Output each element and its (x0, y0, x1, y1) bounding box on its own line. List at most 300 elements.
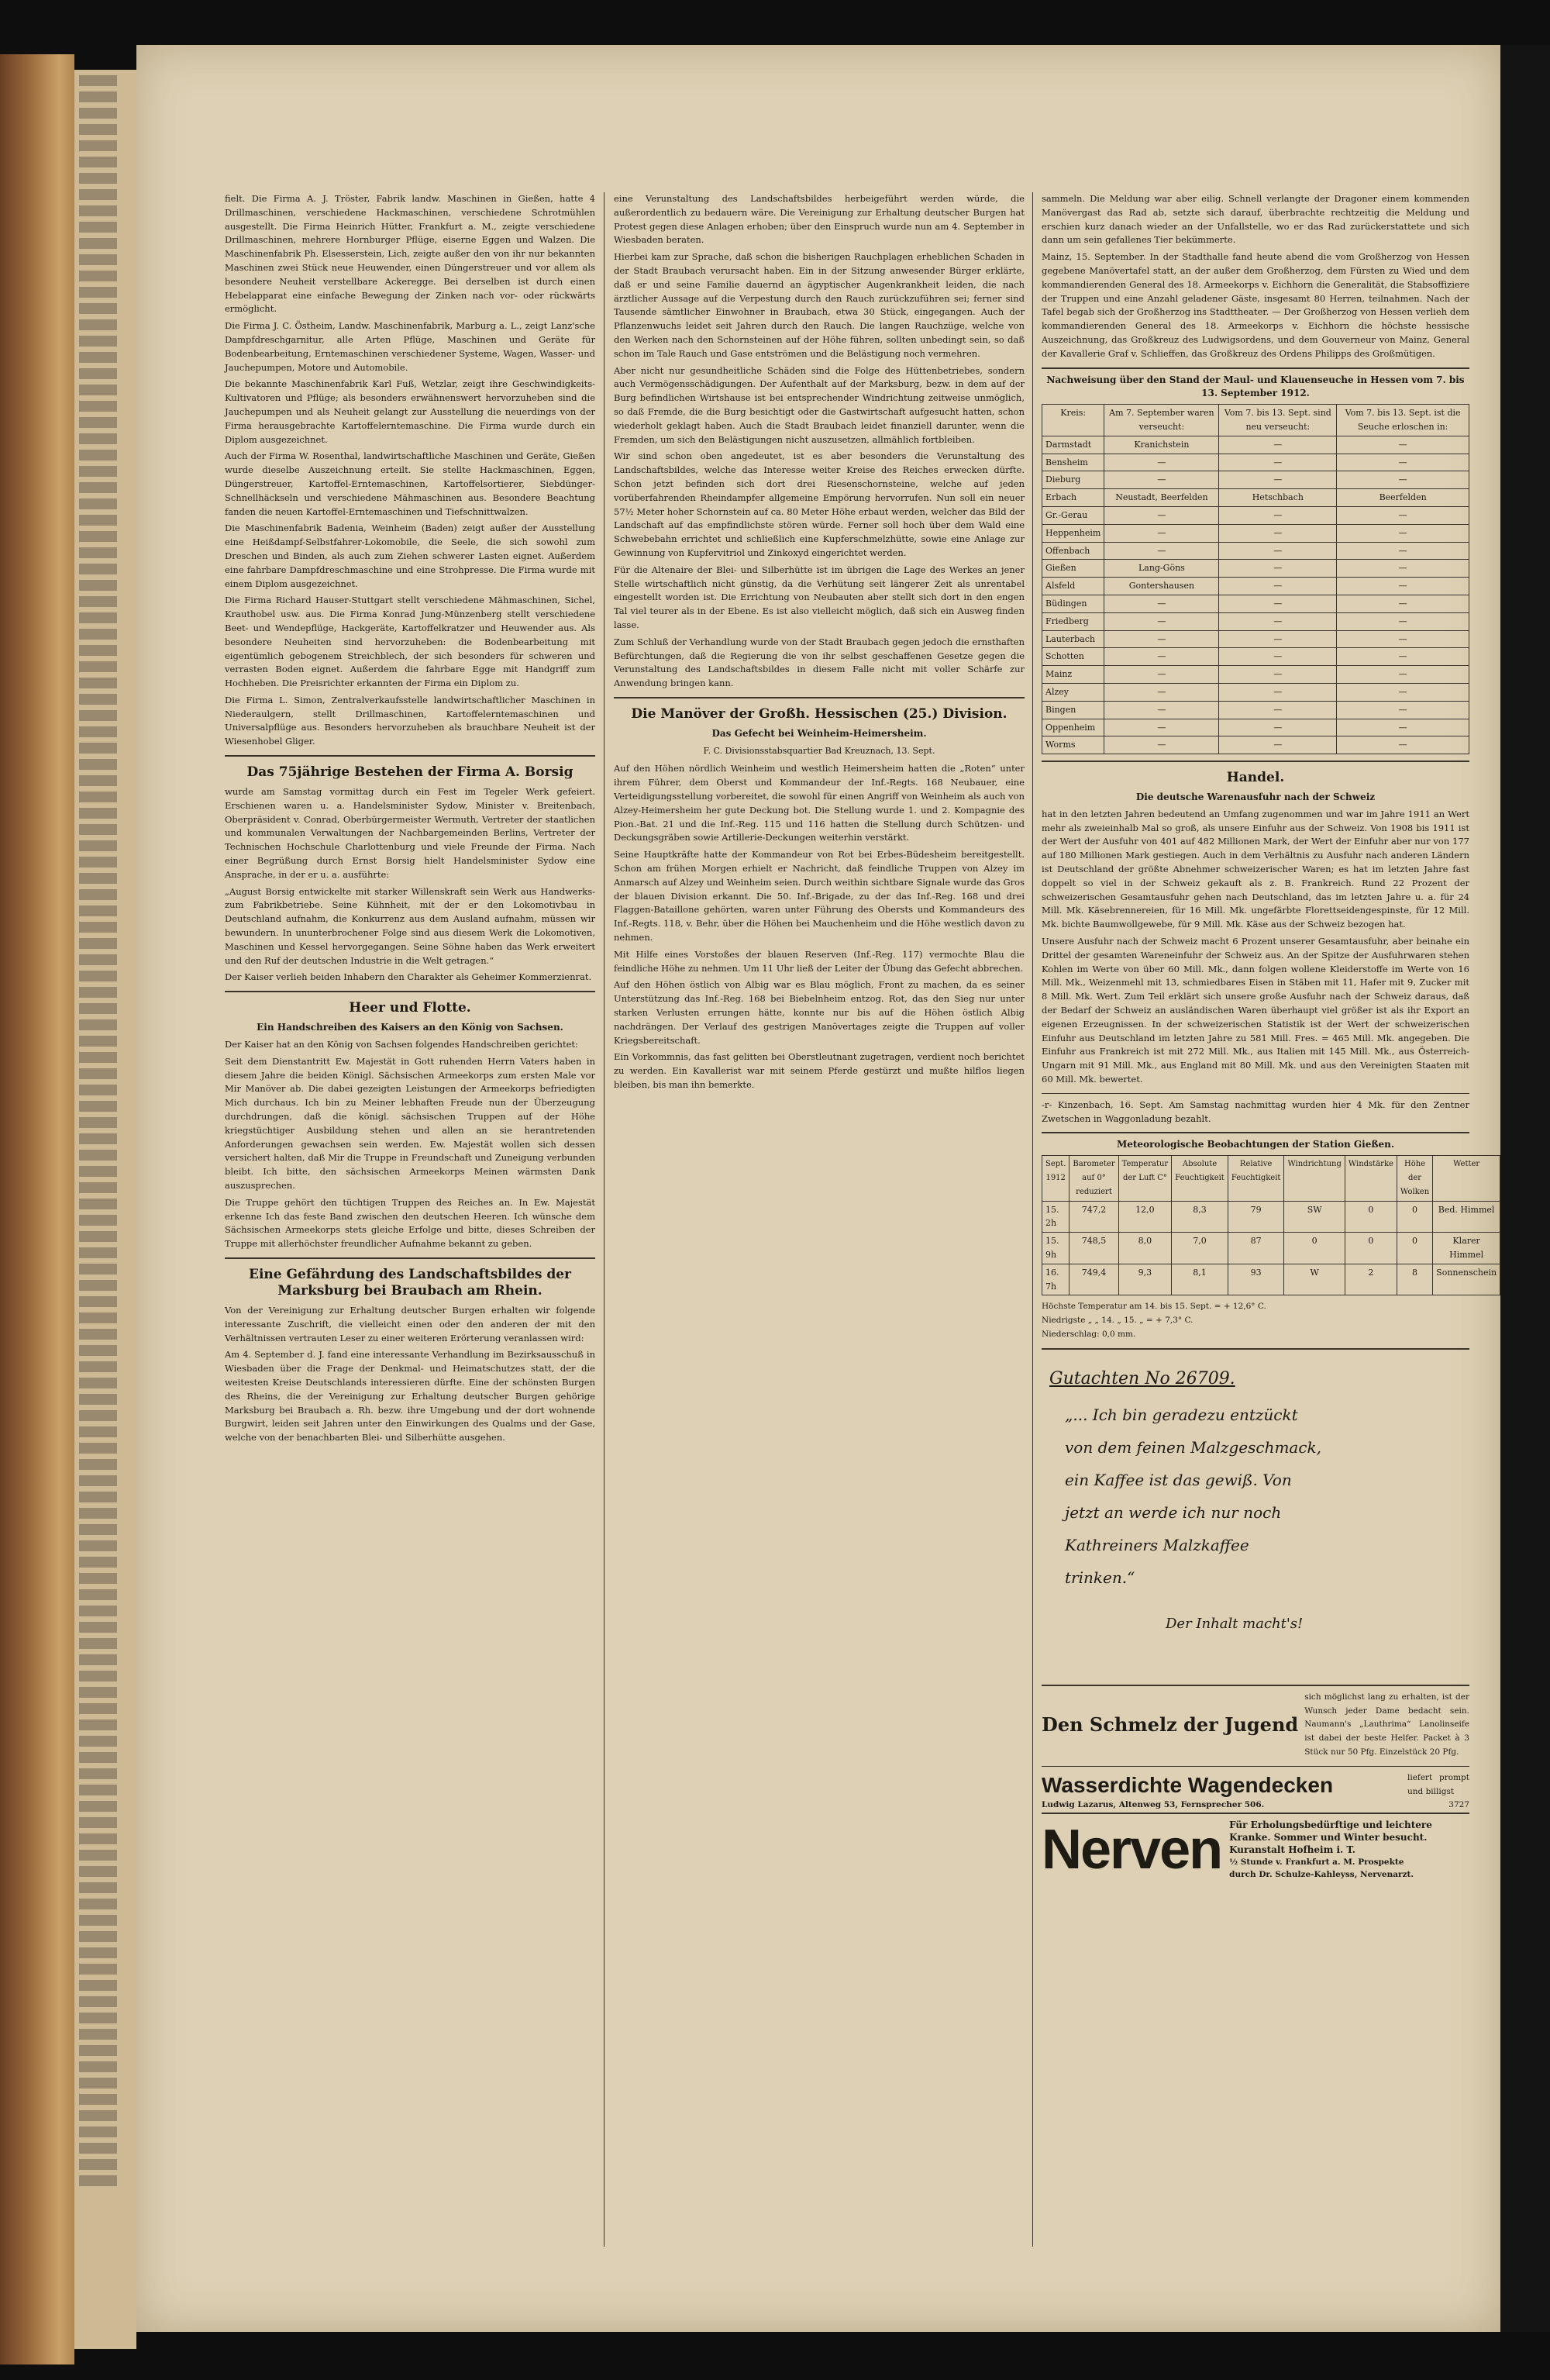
table-cell: — (1219, 542, 1337, 560)
table-cell: Beerfelden (1337, 489, 1469, 507)
table-cell: — (1337, 578, 1469, 595)
ad-wagen-line: Ludwig Lazarus, Altenweg 53, Fernsprecher 506. (1042, 1800, 1265, 1810)
edge-text-line (79, 1199, 133, 1209)
edge-text-line (79, 792, 133, 802)
ad-nerven-big: Nerven (1042, 1819, 1222, 1882)
column-header: Höhe der Wolken (1397, 1156, 1432, 1201)
ad-schmelz-text: sich möglichst lang zu erhalten, ist der Wunsch jeder Dame bedacht sein. Naumann's „Lauthrima“ Lanolinseife ist dabei der beste Helfer. Packet à 3 Stück nur 50 Pfg. Einzelstück 20 Pfg. (1304, 1692, 1469, 1757)
table-cell: Sonnenschein (1433, 1264, 1500, 1295)
edge-text-line (79, 1508, 133, 1519)
table-cell: Lang-Göns (1104, 560, 1219, 578)
table-cell: Bingen (1042, 701, 1104, 719)
headline-heer-flotte: Heer und Flotte. (349, 1000, 471, 1016)
article-para: Ein Vorkommnis, das fast gelitten bei Oberstleutnant zugetragen, verdient noch berichtet zu werden. Ein Kavallerist war mit seinem Pferde gestürzt und mußte hilflos liegen bleiben, bis man ihn bemerkte. (614, 1051, 1025, 1091)
edge-text-line (79, 629, 133, 640)
article-para: Unsere Ausfuhr nach der Schweiz macht 6 Prozent unserer Gesamtausfuhr, aber beinahe ein Drittel der gesamten Wareneinfuhr der Schweiz aus. An der Spitze der Ausfuhrwaren stehen Kohlen im Werte von über 60 Mill. Mk., dann folgen wollene Kleiderstoffe im Werte von 16 Mill. Mk., Weizenmehl mit 13, schmiedbares Eisen in Stäben mit 11, Hafer mit 9, Zucker mit 8 Mill. Mk. Wert. Zum Teil erklärt sich unsere große Ausfuhr nach der Schweiz daraus, daß der Bedarf der Schweiz an ausländischen Waren überhaupt viel größer ist als ihr Export an eigenen Erzeugnissen. In der schweizerischen Statistik ist der Wert der schweizerischen Einfuhr aus Deutschland im letzten Jahre zu 581 Mill. Fres. = 465 Mill. Mk. angegeben. Die Einfuhr aus Frankreich ist mit 272 Mill. Mk., aus Italien mit 145 Mill. Mk., aus Österreich-Ungarn mit 91 Mill. Mk., aus England mit 80 Mill. Mk. und aus den Vereinigten Staaten mit 60 Mill. Mk. bewertet. (1042, 936, 1469, 1085)
table-cell: 16. 7h (1042, 1264, 1070, 1295)
edge-text-line (79, 1622, 133, 1633)
edge-text-line (79, 401, 133, 412)
previous-page-edge (74, 70, 136, 2349)
table-header-row (1042, 405, 1469, 436)
divider (614, 697, 1025, 698)
ad-nerven-line: Kranke. Sommer und Winter besucht. (1229, 1832, 1428, 1844)
table-cell: 747,2 (1070, 1201, 1118, 1233)
edge-text-line (79, 564, 133, 574)
edge-text-line (79, 1426, 133, 1437)
gutachten-line: von dem feinen Malzgeschmack, (1065, 1437, 1322, 1457)
divider (1042, 367, 1469, 369)
edge-text-line (79, 678, 133, 688)
table-cell: Darmstadt (1042, 436, 1104, 454)
table-row (1042, 701, 1469, 719)
table-cell: — (1219, 524, 1337, 542)
table-cell: Neustadt, Beerfelden (1104, 489, 1219, 507)
edge-text-line (79, 954, 133, 965)
table-cell: SW (1284, 1201, 1345, 1233)
edge-text-line (79, 1638, 133, 1649)
ad-schmelz (1042, 1691, 1469, 1760)
table-cell: 87 (1228, 1233, 1284, 1264)
table-row (1042, 736, 1469, 754)
edge-text-line (79, 1182, 133, 1193)
edge-text-line (79, 580, 133, 591)
table-row (1042, 542, 1469, 560)
edge-text-line (79, 1801, 133, 1812)
edge-text-line (79, 759, 133, 770)
edge-text-line (79, 1573, 133, 1584)
divider (1042, 1685, 1469, 1686)
table-cell: Hetschbach (1219, 489, 1337, 507)
meteo-note: Niedrigste „ „ 14. „ 15. „ = + 7,3° C. (1042, 1316, 1194, 1326)
table-cell: — (1337, 666, 1469, 684)
table-cell: Bensheim (1042, 454, 1104, 471)
table-cell: — (1219, 454, 1337, 471)
article-para: Der Kaiser verlieh beiden Inhabern den Charakter als Geheimer Kommerzienrat. (225, 971, 592, 983)
edge-text-line (79, 612, 133, 623)
edge-text-line (79, 1052, 133, 1063)
gutachten-line: Kathreiners Malzkaffee (1065, 1535, 1249, 1554)
edge-text-line (79, 205, 133, 216)
edge-text-line (79, 319, 133, 330)
divider (1042, 1093, 1469, 1094)
edge-text-line (79, 824, 133, 835)
table-cell: — (1337, 454, 1469, 471)
table-header-row (1042, 1156, 1500, 1201)
table-cell: Gr.-Gerau (1042, 506, 1104, 524)
column-header: Temperatur der Luft C° (1118, 1156, 1172, 1201)
edge-text-line (79, 2143, 133, 2154)
edge-text-line (79, 1068, 133, 1079)
table-cell: Friedberg (1042, 612, 1104, 630)
table-cell: — (1219, 560, 1337, 578)
edge-text-line (79, 1817, 133, 1828)
edge-text-line (79, 743, 133, 754)
edge-text-line (79, 450, 133, 460)
edge-text-line (79, 1882, 133, 1893)
article-para: eine Verunstaltung des Landschaftsbildes herbeigeführt werden würde, die außerordentlich zu bedauern wäre. Die Vereinigung zur Erhaltung deutscher Burgen hat Protest gegen diese Anlagen erhoben; über den Einspruch wurde nun am 4. September in Wiesbaden beraten. (614, 193, 1025, 246)
edge-text-line (79, 254, 133, 265)
table-cell: — (1337, 436, 1469, 454)
table-cell: Oppenheim (1042, 719, 1104, 736)
table-cell: — (1104, 612, 1219, 630)
edge-text-line (79, 2159, 133, 2170)
table-row (1042, 454, 1469, 471)
edge-text-line (79, 1524, 133, 1535)
column-header: Am 7. September waren verseucht: (1104, 405, 1219, 436)
edge-text-line (79, 1166, 133, 1177)
table-cell: — (1104, 542, 1219, 560)
edge-text-line (79, 1019, 133, 1030)
edge-text-line (79, 2078, 133, 2089)
ad-nerven-line: ½ Stunde v. Frankfurt a. M. Prospekte (1229, 1857, 1404, 1868)
subheadline: Die deutsche Warenausfuhr nach der Schweiz (1135, 792, 1376, 803)
table-cell: 15. 2h (1042, 1201, 1070, 1233)
gutachten-title: Gutachten No 26709. (1049, 1368, 1235, 1388)
table-cell: — (1104, 506, 1219, 524)
edge-text-line (79, 971, 133, 981)
table-cell: 93 (1228, 1264, 1284, 1295)
edge-text-line (79, 1736, 133, 1747)
table-cell: — (1219, 506, 1337, 524)
edge-text-line (79, 1671, 133, 1682)
edge-text-line (79, 2029, 133, 2040)
article-para: Zum Schluß der Verhandlung wurde von der Stadt Braubach gegen jedoch die ernsthaften Befürchtungen, daß die Regierung die von ihr selbst geschaffenen Gesetze gegen die Verunstaltung des Landschaftsbildes in diesem Falle nicht mit voller Schärfe zur Anwendung bringen kann. (614, 636, 1025, 689)
edge-text-line (79, 1703, 133, 1714)
edge-text-line (79, 1394, 133, 1405)
table-row (1042, 471, 1469, 489)
subheadline: Das Gefecht bei Weinheim-Heimersheim. (711, 727, 927, 739)
edge-text-line (79, 173, 133, 184)
divider (1042, 1348, 1469, 1350)
subheadline: Ein Handschreiben des Kaisers an den König von Sachsen. (257, 1022, 563, 1033)
edge-text-line (79, 922, 133, 933)
column-header: Barometer auf 0° reduziert (1070, 1156, 1118, 1201)
edge-text-line (79, 1280, 133, 1291)
edge-text-line (79, 2126, 133, 2137)
edge-text-line (79, 1719, 133, 1730)
edge-text-line (79, 2175, 133, 2186)
table-cell: 0 (1397, 1233, 1432, 1264)
table-cell: Gontershausen (1104, 578, 1219, 595)
article-para: Seit dem Dienstantritt Ew. Majestät in Gott ruhenden Herrn Vaters haben in diesem Jahre die beiden Königl. Sächsischen Armeekorps zum ersten Male vor Mir Manöver ab. Die dabei gezeigten Leistungen der Armeekorps befriedigten Mich durchaus. Ich bin zu Meiner lebhaften Freude nun der Überzeugung durchdrungen, daß die königl. sächsischen Truppen auf der Höhe kriegstüchtiger Ausbildung stehen und allen an sie herantretenden Anforderungen gewachsen sein werden. Ew. Majestät wollen sich dessen versichert halten, daß Mir die Truppe in Freundschaft und Zuneigung verbunden bleibt. Ich bitte, den sächsischen Armeekorps Meinen wärmsten Dank auszusprechen. (225, 1055, 595, 1191)
article-para: Von der Vereinigung zur Erhaltung deutscher Burgen erhalten wir folgende interessante Zuschrift, die vielleicht einen oder den anderen der mit den Verhältnissen vertrauten Leser zu einer weiteren Erörterung veranlassen wird: (225, 1304, 595, 1343)
table-row (1042, 666, 1469, 684)
table-cell: Klarer Himmel (1433, 1233, 1500, 1264)
table-cell: — (1337, 648, 1469, 666)
edge-text-line (79, 1492, 133, 1502)
table-cell: — (1219, 612, 1337, 630)
table-cell: — (1104, 701, 1219, 719)
table-row (1042, 648, 1469, 666)
table-cell: Büdingen (1042, 595, 1104, 612)
edge-text-line (79, 336, 133, 347)
table-cell: Bed. Himmel (1433, 1201, 1500, 1233)
article-para: Die bekannte Maschinenfabrik Karl Fuß, Wetzlar, zeigt ihre Geschwindigkeits-Kultivatoren und Pflüge; als besonders erwähnenswert hervorzuheben sind die Jauchepumpen und als Neuheit gelangt zur Ausstellung die neuerdings von der Firma herausgebrachte Kartoffelerntemaschine. Die Firma wurde durch ein Diplom ausgezeichnet. (225, 378, 595, 445)
table-cell: 7,0 (1172, 1233, 1228, 1264)
column-header: Absolute Feuchtigkeit (1172, 1156, 1228, 1201)
divider (1042, 1132, 1469, 1133)
edge-text-line (79, 808, 133, 819)
edge-text-line (79, 385, 133, 395)
gutachten-ad (1042, 1365, 1469, 1638)
edge-text-line (79, 645, 133, 656)
table-cell: 748,5 (1070, 1233, 1118, 1264)
table-row (1042, 630, 1469, 648)
edge-text-line (79, 124, 133, 135)
edge-text-line (79, 271, 133, 281)
table-cell: 8 (1397, 1264, 1432, 1295)
edge-text-line (79, 1410, 133, 1421)
article-para: Hierbei kam zur Sprache, daß schon die bisherigen Rauchplagen erheblichen Schaden in der Stadt Braubach verursacht haben. Ein in der Sitzung anwesender Bürger erklärte, daß er und seine Familie dauernd an ägyptischer Augenkrankheit leiden, die nach ärztlicher Aussage auf die Verpestung durch den Rauch zurückzuführen sei; ferner sind Tausende sämtlicher Einwohner in Braubach, etwa 30 Stück, eingegangen. Auch der Pflanzenwuchs leidet seit Jahren durch den Rauch. Die langen Rauchzüge, welche von den Werken nach den Schornsteinen auf der Höhe führen, sollten unbedingt sein, so daß schon im Tale Rauch und Gase entströmen und die Belästigung noch vermehren. (614, 251, 1025, 359)
table-row (1042, 506, 1469, 524)
edge-text-line (79, 482, 133, 493)
table-cell: — (1104, 719, 1219, 736)
headline-meteo: Meteorologische Beobachtungen der Station Gießen. (1116, 1139, 1395, 1150)
table-cell: — (1104, 648, 1219, 666)
edge-text-line (79, 1899, 133, 1909)
table-row (1042, 1233, 1500, 1264)
table-row (1042, 524, 1469, 542)
weather-table (1042, 1155, 1500, 1295)
edge-text-line (79, 1606, 133, 1616)
divider (1042, 1766, 1469, 1767)
edge-text-line (79, 1915, 133, 1926)
edge-text-line (79, 287, 133, 298)
edge-text-line (79, 189, 133, 200)
edge-text-line (79, 710, 133, 721)
column-header: Wetter (1433, 1156, 1500, 1201)
table-cell: 0 (1345, 1201, 1397, 1233)
ad-wagen-side: liefert prompt und billigst (1407, 1772, 1469, 1796)
table-cell: — (1219, 436, 1337, 454)
table-cell: 0 (1397, 1201, 1432, 1233)
gutachten-signoff: Der Inhalt macht's! (1166, 1615, 1304, 1632)
edge-text-line (79, 352, 133, 363)
table-cell: Worms (1042, 736, 1104, 754)
table-cell: Dieburg (1042, 471, 1104, 489)
table-cell: — (1104, 666, 1219, 684)
edge-text-line (79, 1085, 133, 1095)
table-cell: 79 (1228, 1201, 1284, 1233)
edge-text-line (79, 222, 133, 233)
table-cell: — (1219, 666, 1337, 684)
edge-text-line (79, 1247, 133, 1258)
edge-text-line (79, 1833, 133, 1844)
edge-text-line (79, 726, 133, 737)
edge-text-line (79, 661, 133, 672)
article-para: hat in den letzten Jahren bedeutend an Umfang zugenommen und war im Jahre 1911 an Wert mehr als zweieinhalb Mal so groß, als unsere Einfuhr aus der Schweiz. Von 1908 bis 1911 ist der Wert der Ausfuhr von 401 auf 482 Millionen Mark, der Wert der Einfuhr aber nur von 177 auf 180 Millionen Mark gestiegen. Auch in dem Verhältnis zu Ausfuhr nach anderen Ländern ist Deutschland der größte Abnehmer schweizerischer Waren; es hat im letzten Jahre fast doppelt so viel in der Schweiz gekauft als z. B. Frankreich. Rund 22 Prozent der schweizerischen Gesamtausfuhr gehen nach Deutschland, das im letzten Jahre u. a. für 24 Mill. Mk. Käsebrennereien, für 16 Mill. Mk. ungefärbte Florettseidengespinste, für 12 Mill. Mk. bichte Baumwollgewebe, für 9 Mill. Mk. Käse aus der Schweiz bezogen hat. (1042, 808, 1469, 930)
article-para: Mainz, 15. September. In der Stadthalle fand heute abend die vom Großherzog von Hessen gegebene Manövertafel statt, an der außer dem Großherzog, dem Fürsten zu Wied und dem kommandierenden General des 18. Armeekorps v. Eichhorn die Generalität, die Stabsoffiziere der Truppen und eine Anzahl geladener Gäste, insgesamt 80 Herren, teilnahmen. Nach der Tafel begab sich der Großherzog ins Stadttheater. — Der Großherzog von Hessen verlieh dem kommandierenden General des 18. Armeekorps v. Eichhorn die höchste hessische Auszeichnung, das Großkreuz des Ludwigsordens, und dem Gouverneur von Mainz, General der Kavallerie Graf v. Schlieffen, das Großkreuz des Ordens Philipps des Großmütigen. (1042, 251, 1469, 359)
divider (225, 991, 595, 992)
table-cell: — (1337, 524, 1469, 542)
headline-marksburg: Eine Gefährdung des Landschaftsbildes der Marksburg bei Braubach am Rhein. (249, 1266, 571, 1299)
edge-text-line (79, 1964, 133, 1975)
table-cell: Lauterbach (1042, 630, 1104, 648)
table-cell: Alzey (1042, 683, 1104, 701)
edge-text-line (79, 238, 133, 249)
divider (225, 1257, 595, 1259)
column-3 (1042, 192, 1497, 1882)
table-cell: Gießen (1042, 560, 1104, 578)
table-cell: — (1337, 683, 1469, 701)
table-cell: Alsfeld (1042, 578, 1104, 595)
edge-text-line (79, 1947, 133, 1958)
table-cell: 12,0 (1118, 1201, 1172, 1233)
table-row (1042, 612, 1469, 630)
edge-text-line (79, 1980, 133, 1991)
dateline: F. C. Divisionsstabsquartier Bad Kreuznach, 13. Sept. (703, 745, 935, 756)
edge-text-line (79, 1361, 133, 1372)
article-para: „August Borsig entwickelte mit starker Willenskraft sein Werk aus Handwerks- zum Fabrikbetriebe. Seine Kühnheit, mit der er den Lokomotivbau in Deutschland aufnahm, die Konkurrenz aus dem Ausland aufnahm, müssen wir bewundern. In ununterbrochener Folge sind aus diesem Werk die Lokomotiven, Maschinen und Kessel hervorgegangen. Seine Söhne haben das Werk erweitert und den Ruf der deutschen Industrie in die Welt getragen.“ (225, 885, 595, 966)
edge-text-line (79, 1264, 133, 1275)
edge-text-line (79, 1215, 133, 1226)
table-cell: Mainz (1042, 666, 1104, 684)
table-cell: 0 (1284, 1233, 1345, 1264)
table-cell: — (1219, 719, 1337, 736)
article-para: Die Truppe gehört den tüchtigen Truppen des Reiches an. In Ew. Majestät erkenne Ich das feste Band zwischen den deutschen Heeren. Ich wünsche dem Sächsischen Armeekorps stets gleiche Erfolge und bitte, dieses Schreiben der Truppe mit allerhöchster freundlicher Aufnahme bekannt zu geben. (225, 1196, 595, 1250)
scan-border (1500, 45, 1550, 2332)
gutachten-line: ein Kaffee ist das gewiß. Von (1065, 1470, 1292, 1489)
edge-text-line (79, 857, 133, 867)
table-cell: — (1104, 683, 1219, 701)
table-row (1042, 436, 1469, 454)
table-row (1042, 683, 1469, 701)
article-para: Die Firma L. Simon, Zentralverkaufsstelle landwirtschaftlicher Maschinen in Niederaulgern, stellt Drillmaschinen, Kartoffelerntemaschinen und Universalpflüge aus. Besonders hervorzuheben als brauchbare Neuheit ist der Wiesenhobel Gliger. (225, 694, 595, 747)
edge-text-line (79, 1654, 133, 1665)
edge-text-line (79, 75, 133, 86)
table-cell: — (1219, 595, 1337, 612)
article-para: Am 4. September d. J. fand eine interessante Verhandlung im Bezirksausschuß in Wiesbaden über die Frage der Denkmal- und Heimatschutzes statt, der die weitesten Kreise Deutschlands interessieren dürfte. Eine der schönsten Burgen des Rheins, die der Vereinigung zur Erhaltung deutscher Burgen gehörige Marksburg bei Braubach a. Rh. bezw. ihre Umgebung und der dort wohnende Burgwirt, leiden seit Jahren unter den Einwirkungen des Qualms und der Gase, welche von der benachbarten Blei- und Silberhütte ausgehen. (225, 1349, 595, 1444)
table-cell: Schotten (1042, 648, 1104, 666)
ad-schmelz-title: Den Schmelz der Jugend (1042, 1713, 1299, 1737)
edge-text-line (79, 1101, 133, 1112)
edge-text-line (79, 531, 133, 542)
edge-text-line (79, 1996, 133, 2007)
table-cell: — (1219, 630, 1337, 648)
article-para: fielt. Die Firma A. J. Tröster, Fabrik landw. Maschinen in Gießen, hatte 4 Drillmaschinen, verschiedene Hackmaschinen, verschiedene Schrotmühlen ausgestellt. Die Firma Heinrich Hütter, Frankfurt a. M., zeigte verschiedene Drillmaschinen, mehrere Hornburger Pflüge, eiserne Eggen und Walzen. Die Maschinenfabrik Ph. Elsesserstein, Lich, zeigte außer den von ihr nur bekannten Maschinen zwei Stück neue Heuwender, einen Düngerstreuer und vor allem als besondere Neuheit verstellbare Ackeregge. Bei derselben ist durch einen Hebelapparat eine einfache Bewegung der Zinken nach vor- oder rückwärts ermöglicht. (225, 193, 595, 315)
edge-text-line (79, 1866, 133, 1877)
edge-text-line (79, 303, 133, 314)
article-para: sammeln. Die Meldung war aber eilig. Schnell verlangte der Dragoner einem kommenden Manövergast das Rad ab, setzte sich darauf, überbrachte rechtzeitig die Meldung und erschien kurz danach wieder an der Unfallstelle, wo er das Rad zurückerstattete und sich dann um sein gefallenes Tier bekümmerte. (1042, 193, 1469, 246)
table-cell: — (1337, 560, 1469, 578)
gutachten-line: jetzt an werde ich nur noch (1065, 1502, 1282, 1522)
table-cell: Offenbach (1042, 542, 1104, 560)
table-cell: — (1104, 454, 1219, 471)
edge-text-line (79, 1768, 133, 1779)
table-cell: — (1337, 612, 1469, 630)
table-row (1042, 719, 1469, 736)
article-para: wurde am Samstag vormittag durch ein Fest im Tegeler Werk gefeiert. Erschienen waren u. a. Handelsminister Sydow, Minister v. Breitenbach, Oberpräsident v. Conrad, Oberbürgermeister Wermuth, Vertreter der staatlichen und kommunalen Verwaltungen der Nachbargemeinden Berlins, Vertreter der Technischen Hochschule Charlottenburg und viele Freunde der Firma. Nach einer Begrüßung durch Ernst Borsig hielt Handelsminister Sydow eine Ansprache, in der er u. a. ausführte: (225, 786, 595, 880)
edge-text-line (79, 1931, 133, 1942)
edge-text-line (79, 1378, 133, 1388)
newspaper-page (136, 45, 1500, 2332)
edge-text-line (79, 2013, 133, 2023)
table-cell: 15. 9h (1042, 1233, 1070, 1264)
table-cell: — (1219, 578, 1337, 595)
edge-text-line (79, 91, 133, 102)
divider (225, 755, 595, 757)
ad-wagen-num: 3727 (1448, 1800, 1469, 1810)
edge-text-line (79, 1785, 133, 1795)
column-header: Vom 7. bis 13. Sept. sind neu verseucht: (1219, 405, 1337, 436)
column-header: Sept. 1912 (1042, 1156, 1070, 1201)
headline-manoever: Die Manöver der Großh. Hessischen (25.) Division. (631, 705, 1008, 722)
edge-text-line (79, 1850, 133, 1861)
table-row (1042, 1201, 1500, 1233)
table-cell: — (1104, 471, 1219, 489)
ad-nerven-line: Für Erholungsbedürftige und leichtere (1229, 1819, 1432, 1831)
edge-text-line (79, 2045, 133, 2056)
table-cell: Kranichstein (1104, 436, 1219, 454)
article-para: Der Kaiser hat an den König von Sachsen folgendes Handschreiben gerichtet: (225, 1039, 578, 1050)
edge-text-line (79, 2061, 133, 2072)
edge-text-line (79, 1117, 133, 1128)
table-row (1042, 1264, 1500, 1295)
gutachten-line: trinken.“ (1065, 1568, 1135, 1587)
column-1 (225, 192, 595, 1448)
article-para: -r- Kinzenbach, 16. Sept. Am Samstag nachmittag wurden hier 4 Mk. für den Zentner Zwetschen in Waggonladung bezahlt. (1042, 1099, 1469, 1124)
table-cell: — (1219, 648, 1337, 666)
table-cell: — (1104, 630, 1219, 648)
ad-wagen-title: Wasserdichte Wagendecken (1042, 1772, 1334, 1797)
table-cell: — (1337, 506, 1469, 524)
table-cell: — (1337, 542, 1469, 560)
ad-wagendecken (1042, 1771, 1469, 1813)
article-para: Wir sind schon oben angedeutet, ist es aber besonders die Verunstaltung des Landschaftsbildes, welche das Interesse weiter Kreise des Reiches erwecken dürfte. Schon jetzt befinden sich dort drei Riesenschornsteine, welche auf jeden vorüberfahrenden Rheindampfer allgemeine Empörung hervorrufen. Nun soll ein neuer 57½ Meter hoher Schornstein auf ca. 80 Meter Höhe erbaut werden, welcher das Bild der Landschaft auf das empfindlichste stören würde. Ferner soll hoch über dem Wald eine Schwebebahn errichtet und schließlich eine Kupferschmelzhütte, sowie eine Anlage zur Gewinnung von Kupfervitriol und Zinkoxyd eingerichtet werden. (614, 450, 1025, 558)
edge-text-line (79, 108, 133, 119)
seuche-table (1042, 404, 1469, 754)
article-para: Auf den Höhen östlich von Albig war es Blau möglich, Front zu machen, da es seiner Unterstützung das Inf.-Reg. 168 bei Biebelnheim entzog. Rot, das den Sieg nur unter starken Verlusten errungen hätte, konnte nur bis auf die Höhen östlich Albig nachdrängen. Der Verlauf des gestrigen Manövertages zeigte die Truppen auf voller Kriegsbereitschaft. (614, 979, 1025, 1046)
table-cell: 8,0 (1118, 1233, 1172, 1264)
edge-text-line (79, 157, 133, 167)
column-header: Windrichtung (1284, 1156, 1345, 1201)
headline-handel: Handel. (1226, 770, 1285, 786)
edge-text-line (79, 1003, 133, 1014)
gutachten-line: „... Ich bin geradezu entzückt (1065, 1405, 1298, 1424)
edge-text-line (79, 1752, 133, 1763)
table-cell: 749,4 (1070, 1264, 1118, 1295)
meteo-note: Höchste Temperatur am 14. bis 15. Sept. = + 12,6° C. (1042, 1302, 1266, 1312)
column-header: Relative Feuchtigkeit (1228, 1156, 1284, 1201)
edge-text-line (79, 547, 133, 558)
ad-nerven-text (1229, 1819, 1432, 1881)
ad-nerven (1042, 1813, 1469, 1881)
edge-text-line (79, 1312, 133, 1323)
edge-text-line (79, 515, 133, 526)
table-cell: Heppenheim (1042, 524, 1104, 542)
table-row (1042, 595, 1469, 612)
edge-text-line (79, 1150, 133, 1161)
table-row (1042, 578, 1469, 595)
table-cell: — (1104, 595, 1219, 612)
article-para: Die Firma J. C. Östheim, Landw. Maschinenfabrik, Marburg a. L., zeigt Lanz'sche Dampfdreschgarnitur, alle Arten Pflüge, Maschinen und Geräte für Bodenbearbeitung, Erntemaschinen verschiedener Systeme, Wagen, Wasser- und Jauchepumpen, Motore und Automobile. (225, 320, 595, 373)
table-cell: — (1219, 471, 1337, 489)
edge-text-line (79, 1443, 133, 1454)
table-cell: — (1104, 524, 1219, 542)
edge-text-line (79, 140, 133, 151)
article-para: Aber nicht nur gesundheitliche Schäden sind die Folge des Hüttenbetriebes, sondern auch Vermögensschädigungen. Der Aufenthalt auf der Marksburg, bezw. in dem auf der Burg befindlichen Wirtshause ist bei entsprechender Windrichtung zeitweise unmöglich, so daß Fremde, die die Burg besichtigt oder die Gastwirtschaft aufgesucht hatten, schon wiederholt geklagt haben. Auch die Stadt Braubach leidet finanziell darunter, wenn die Fremden, um sich den Belästigungen nicht auszusetzen, allmählich fortbleiben. (614, 364, 1025, 445)
edge-text-line (79, 1557, 133, 1568)
edge-text-line (79, 905, 133, 916)
edge-text-line (79, 840, 133, 851)
edge-text-line (79, 1540, 133, 1551)
edge-text-line (79, 1345, 133, 1356)
edge-text-line (79, 2110, 133, 2121)
edge-text-line (79, 938, 133, 949)
column-header: Vom 7. bis 13. Sept. ist die Seuche erloschen in: (1337, 405, 1469, 436)
ad-nerven-line: durch Dr. Schulze-Kahleyss, Nervenarzt. (1229, 1870, 1414, 1880)
article-para: Mit Hilfe eines Vorstoßes der blauen Reserven (Inf.-Reg. 117) vermochte Blau die feindliche Höhe zu nehmen. Um 11 Uhr ließ der Leiter der Übung das Gefecht abbrechen. (614, 948, 1025, 974)
